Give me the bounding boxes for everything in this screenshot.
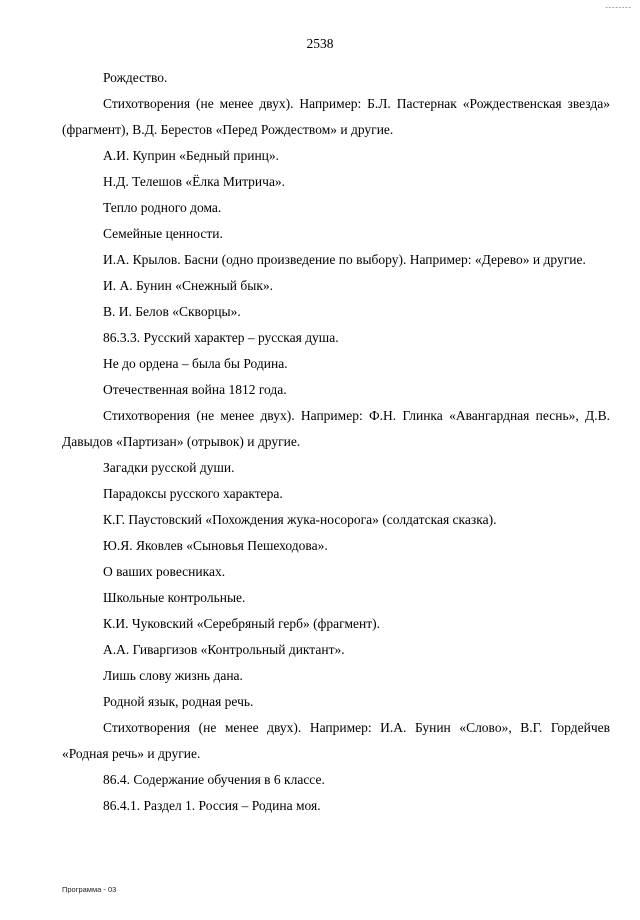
paragraph: Парадоксы русского характера. <box>103 486 283 501</box>
paragraph: Семейные ценности. <box>103 226 223 241</box>
paragraph: Лишь слову жизнь дана. <box>103 668 243 683</box>
paragraph: К.Г. Паустовский «Похождения жука-носорога» (солдатская сказка). <box>103 512 497 527</box>
paragraph: А.И. Куприн «Бедный принц». <box>103 148 280 163</box>
paragraph: Н.Д. Телешов «Ёлка Митрича». <box>103 174 286 189</box>
paragraph: Школьные контрольные. <box>103 590 246 605</box>
paragraph: И. А. Бунин «Снежный бык». <box>103 278 274 293</box>
paragraph: Стихотворения (не менее двух). Например: Ф.Н. Глинка «Авангардная песнь», Д.В. Давыдов «Партизан» (отрывок) и другие. <box>62 408 610 449</box>
document-body <box>62 65 610 819</box>
paragraph: Ю.Я. Яковлев «Сыновья Пешеходова». <box>103 538 328 553</box>
section-heading: 86.4.1. Раздел 1. Россия – Родина моя. <box>103 798 321 813</box>
paragraph: О ваших ровесниках. <box>103 564 226 579</box>
section-heading: 86.3.3. Русский характер – русская душа. <box>103 330 339 345</box>
paragraph: Отечественная война 1812 года. <box>103 382 287 397</box>
section-heading: 86.4. Содержание обучения в 6 классе. <box>103 772 325 787</box>
paragraph: Загадки русской души. <box>103 460 235 475</box>
paragraph: И.А. Крылов. Басни (одно произведение по выбору). Например: «Дерево» и другие. <box>103 252 586 267</box>
paragraph: Не до ордена – была бы Родина. <box>103 356 288 371</box>
paragraph: Стихотворения (не менее двух). Например: И.А. Бунин «Слово», В.Г. Гордейчев «Родная речь» и другие. <box>62 720 610 761</box>
paragraph: Тепло родного дома. <box>103 200 222 215</box>
paragraph: Стихотворения (не менее двух). Например: Б.Л. Пастернак «Рождественская звезда» (фрагмент), В.Д. Берестов «Перед Рождеством» и другие. <box>62 96 610 137</box>
paragraph: Родной язык, родная речь. <box>103 694 254 709</box>
corner-mark: -------- <box>605 3 632 11</box>
footer-label: Программа - 03 <box>62 885 117 894</box>
paragraph: А.А. Гиваргизов «Контрольный диктант». <box>103 642 345 657</box>
paragraph: К.И. Чуковский «Серебряный герб» (фрагмент). <box>103 616 381 631</box>
paragraph: В. И. Белов «Скворцы». <box>103 304 241 319</box>
paragraph: Рождество. <box>103 70 168 85</box>
page-number: 2538 <box>306 36 334 51</box>
